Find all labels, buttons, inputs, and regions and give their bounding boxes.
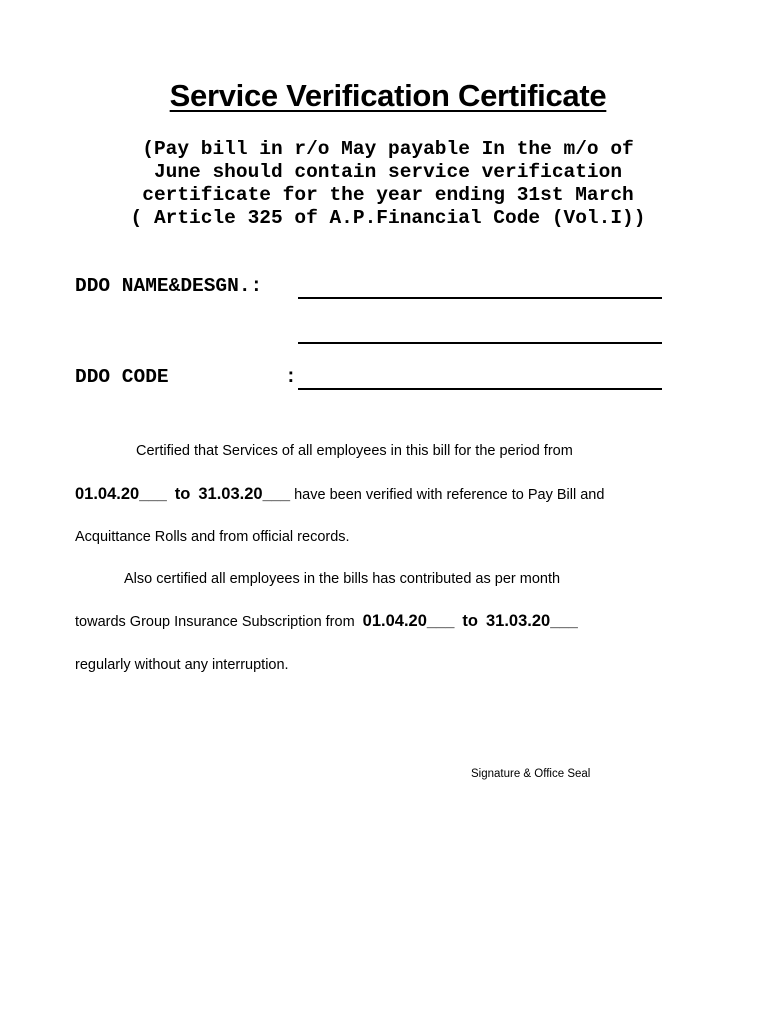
ddo-code-blank-line[interactable] bbox=[298, 388, 662, 390]
ddo-code-colon: : bbox=[285, 366, 297, 388]
paragraph-2-line-2 bbox=[75, 612, 578, 631]
ddo-code-label: DDO CODE bbox=[75, 366, 169, 388]
paragraph-2-line-2-text: towards Group Insurance Subscription from bbox=[75, 614, 355, 630]
gis-to-word: to bbox=[462, 612, 478, 630]
subtitle-line-3: certificate for the year ending 31st March bbox=[142, 184, 634, 206]
paragraph-1-line-2 bbox=[75, 485, 604, 504]
period-to-word: to bbox=[174, 485, 191, 503]
document-title: Service Verification Certificate bbox=[169, 78, 607, 113]
ddo-name-blank-line-2[interactable] bbox=[298, 342, 662, 344]
period-from-date: 01.04.20___ bbox=[75, 485, 167, 503]
ddo-name-blank-line-1[interactable] bbox=[298, 297, 662, 299]
paragraph-2-line-1: Also certified all employees in the bills has contributed as per month bbox=[124, 571, 561, 587]
ddo-name-label: DDO NAME&DESGN.: bbox=[75, 275, 263, 297]
paragraph-2-line-3: regularly without any interruption. bbox=[75, 657, 289, 673]
paragraph-1-line-1: Certified that Services of all employees in this bill for the period from bbox=[136, 443, 573, 459]
gis-from-date: 01.04.20___ bbox=[362, 612, 455, 630]
gis-to-date: 31.03.20___ bbox=[486, 612, 578, 630]
period-to-date: 31.03.20___ bbox=[198, 485, 291, 503]
subtitle-line-1: (Pay bill in r/o May payable In the m/o of bbox=[142, 138, 634, 160]
subtitle-line-4: ( Article 325 of A.P.Financial Code (Vol.I)) bbox=[130, 207, 646, 229]
paragraph-1-line-3: Acquittance Rolls and from official records. bbox=[75, 529, 350, 545]
paragraph-1-line-2-text: have been verified with reference to Pay Bill and bbox=[294, 487, 605, 503]
signature-label: Signature & Office Seal bbox=[471, 768, 591, 780]
subtitle-line-2: June should contain service verification bbox=[153, 161, 623, 183]
